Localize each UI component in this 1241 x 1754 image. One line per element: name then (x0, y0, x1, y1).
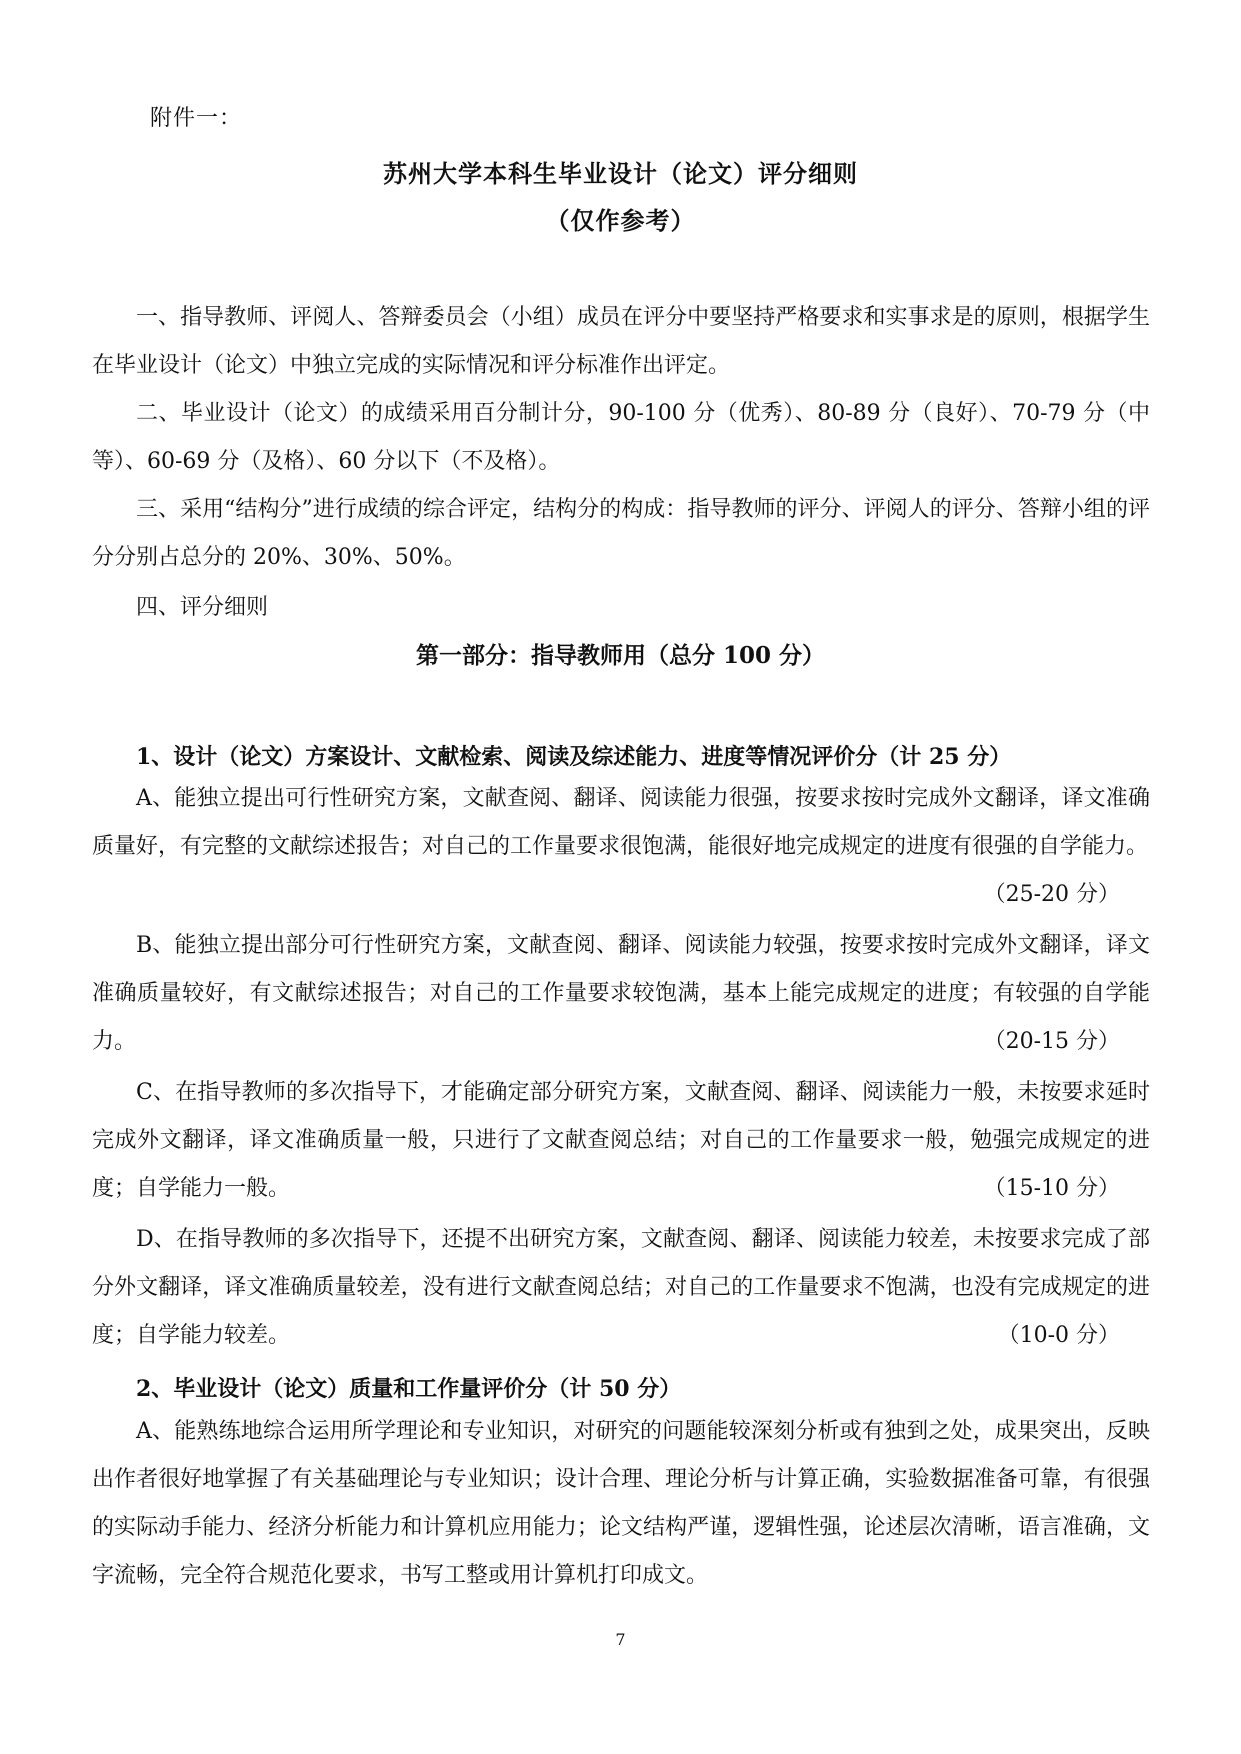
paragraph-2: 二、毕业设计（论文）的成绩采用百分制计分，90-100 分（优秀）、80-89 分（良好）、70-79 分（中等）、60-69 分（及格）、60 分以下（不及格）。 (92, 401, 1150, 474)
score-range: （10-0 分） (997, 1323, 1120, 1348)
criterion-item-b (92, 922, 1150, 1066)
section-title: 第一部分：指导教师用（总分 100 分） (415, 642, 826, 669)
criterion-item-c (92, 1069, 1150, 1213)
criterion-text: A、能独立提出可行性研究方案，文献查阅、翻译、阅读能力很强，按要求按时完成外文翻译，译文准确质量好，有完整的文献综述报告；对自己的工作量要求很饱满，能很好地完成规定的进度有很强的自学能力。 (92, 786, 1150, 859)
criterion-text: D、在指导教师的多次指导下，还提不出研究方案，文献查阅、翻译、阅读能力较差，未按要求完成了部分外文翻译，译文准确质量较差，没有进行文献查阅总结；对自己的工作量要求不饱满，也没有完成规定的进度；自学能力较差。 (92, 1227, 1150, 1348)
subheading-1: 1、设计（论文）方案设计、文献检索、阅读及综述能力、进度等情况评价分（计 25 分） (136, 744, 1012, 770)
page-number: 7 (615, 1630, 626, 1649)
criterion-item-2a (92, 1408, 1150, 1600)
document-subtitle: （仅作参考） (545, 206, 696, 235)
criterion-text: A、能熟练地综合运用所学理论和专业知识，对研究的问题能较深刻分析或有独到之处，成果突出，反映出作者很好地掌握了有关基础理论与专业知识；设计合理、理论分析与计算正确，实验数据准备可靠，有很强的实际动手能力、经济分析能力和计算机应用能力；论文结构严谨，逻辑性强，论述层次清晰，语言准确，文字流畅，完全符合规范化要求，书写工整或用计算机打印成文。 (92, 1419, 1150, 1588)
criterion-text: C、在指导教师的多次指导下，才能确定部分研究方案，文献查阅、翻译、阅读能力一般，未按要求延时完成外文翻译，译文准确质量一般，只进行了文献查阅总结；对自己的工作量要求一般，勉强完成规定的进度；自学能力一般。 (92, 1080, 1150, 1201)
criterion-text: B、能独立提出部分可行性研究方案，文献查阅、翻译、阅读能力较强，按要求按时完成外文翻译，译文准确质量较好，有文献综述报告；对自己的工作量要求较饱满，基本上能完成规定的进度；有较强的自学能力。 (92, 933, 1150, 1054)
paragraph-1: 一、指导教师、评阅人、答辩委员会（小组）成员在评分中要坚持严格要求和实事求是的原则，根据学生在毕业设计（论文）中独立完成的实际情况和评分标准作出评定。 (92, 305, 1150, 378)
paragraph-3: 三、采用“结构分”进行成绩的综合评定，结构分的构成：指导教师的评分、评阅人的评分、答辩小组的评分分别占总分的 20%、30%、50%。 (92, 497, 1150, 570)
criterion-item-a (92, 775, 1150, 919)
score-range: （20-15 分） (983, 1029, 1120, 1054)
score-range: （25-20 分） (983, 882, 1120, 907)
score-range: （15-10 分） (983, 1176, 1120, 1201)
criterion-item-d (92, 1216, 1150, 1360)
subheading-2: 2、毕业设计（论文）质量和工作量评价分（计 50 分） (136, 1376, 682, 1402)
document-title: 苏州大学本科生毕业设计（论文）评分细则 (383, 159, 858, 188)
paragraph-4: 四、评分细则 (136, 595, 269, 620)
attachment-label: 附件一： (150, 106, 243, 131)
